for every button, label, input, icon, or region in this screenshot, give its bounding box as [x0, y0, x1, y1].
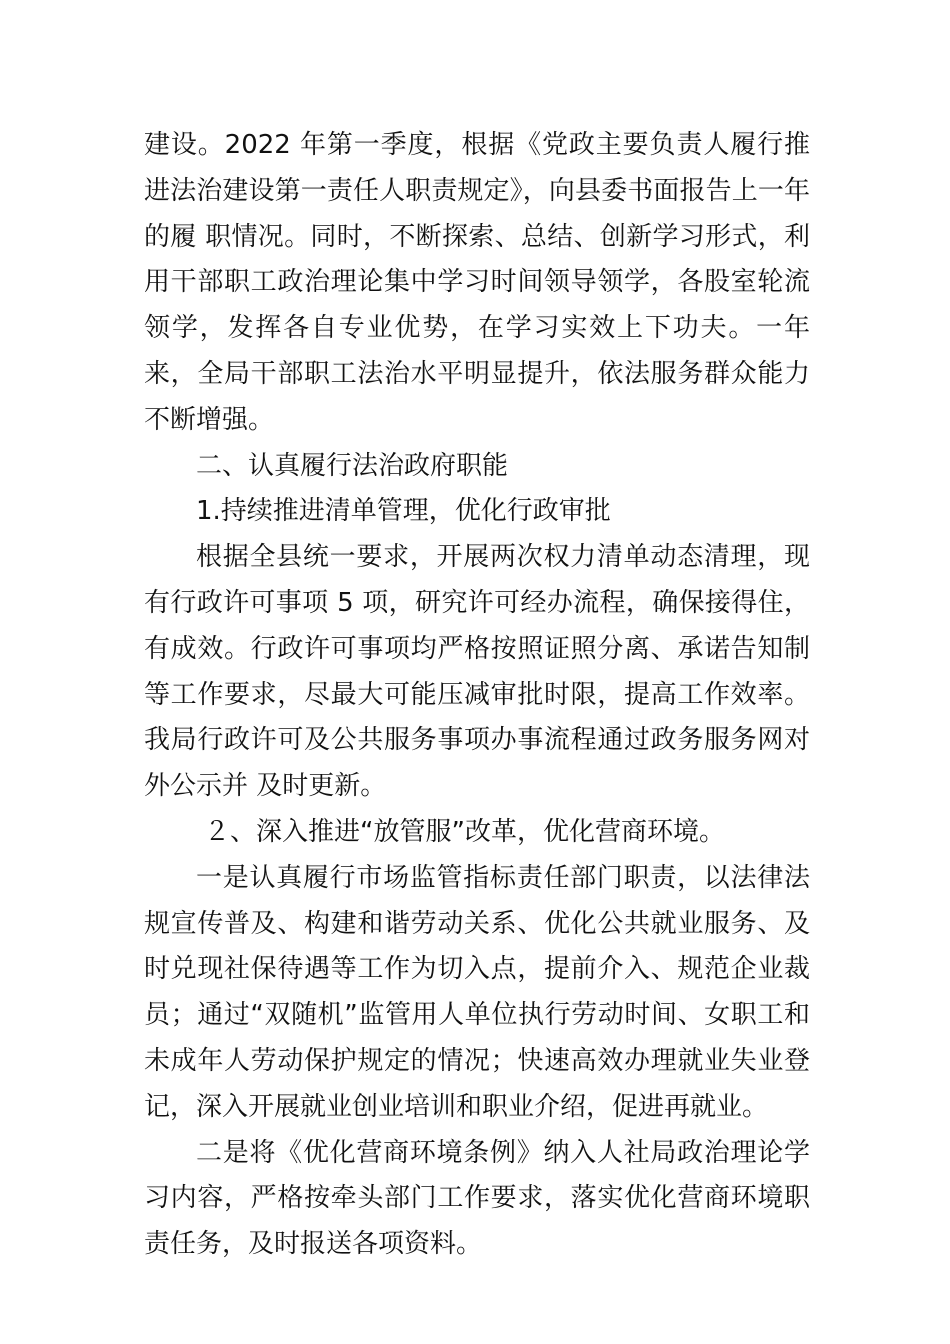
paragraph-market-supervision: 一是认真履行市场监管指标责任部门职责，以法律法规宣传普及、构建和谐劳动关系、优化公共就业服务、及时兑现社保待遇等工作为切入点，提前介入、规范企业裁员；通过“双随机”监管用人单位执行劳动时间、女职工和未成年人劳动保护规定的情况；快速高效办理就业失业登记，深入开展就业创业培训和职业介绍，促进再就业。: [144, 862, 810, 1122]
subheading-list-management: 1.持续推进清单管理，优化行政审批: [196, 496, 611, 527]
paragraph-administrative-approval: 根据全县统一要求，开展两次权力清单动态清理，现有行政许可事项 5 项，研究许可经办流程，确保接得住，有成效。行政许可事项均严格按照证照分离、承诺告知制等工作要求，尽最大可能压减审批时限，提高工作效率。我局行政许可及公共服务事项办事流程通过政务服务网对外公示并 及时更新。: [144, 542, 810, 802]
subheading-reform: ２、深入推进“放管服”改革，优化营商环境。: [204, 816, 725, 847]
paragraph-law-study: 建设。2022 年第一季度，根据《党政主要负责人履行推进法治建设第一责任人职责规定》，向县委书面报告上一年的履 职情况。同时，不断探索、总结、创新学习形式，利用干部职工政治理论集中学习时间领导领学，各股室轮流领学，发挥各自专业优势，在学习实效上下功夫。一年来，全局干部职工法治水平明显提升，依法服务群众能力不断增强。: [144, 130, 810, 435]
document-body: [144, 123, 810, 1268]
paragraph-business-environment: 二是将《优化营商环境条例》纳入人社局政治理论学习内容，严格按牵头部门工作要求，落实优化营商环境职责任务，及时报送各项资料。: [144, 1137, 810, 1260]
section-heading-law-government: 二、认真履行法治政府职能: [196, 450, 509, 481]
